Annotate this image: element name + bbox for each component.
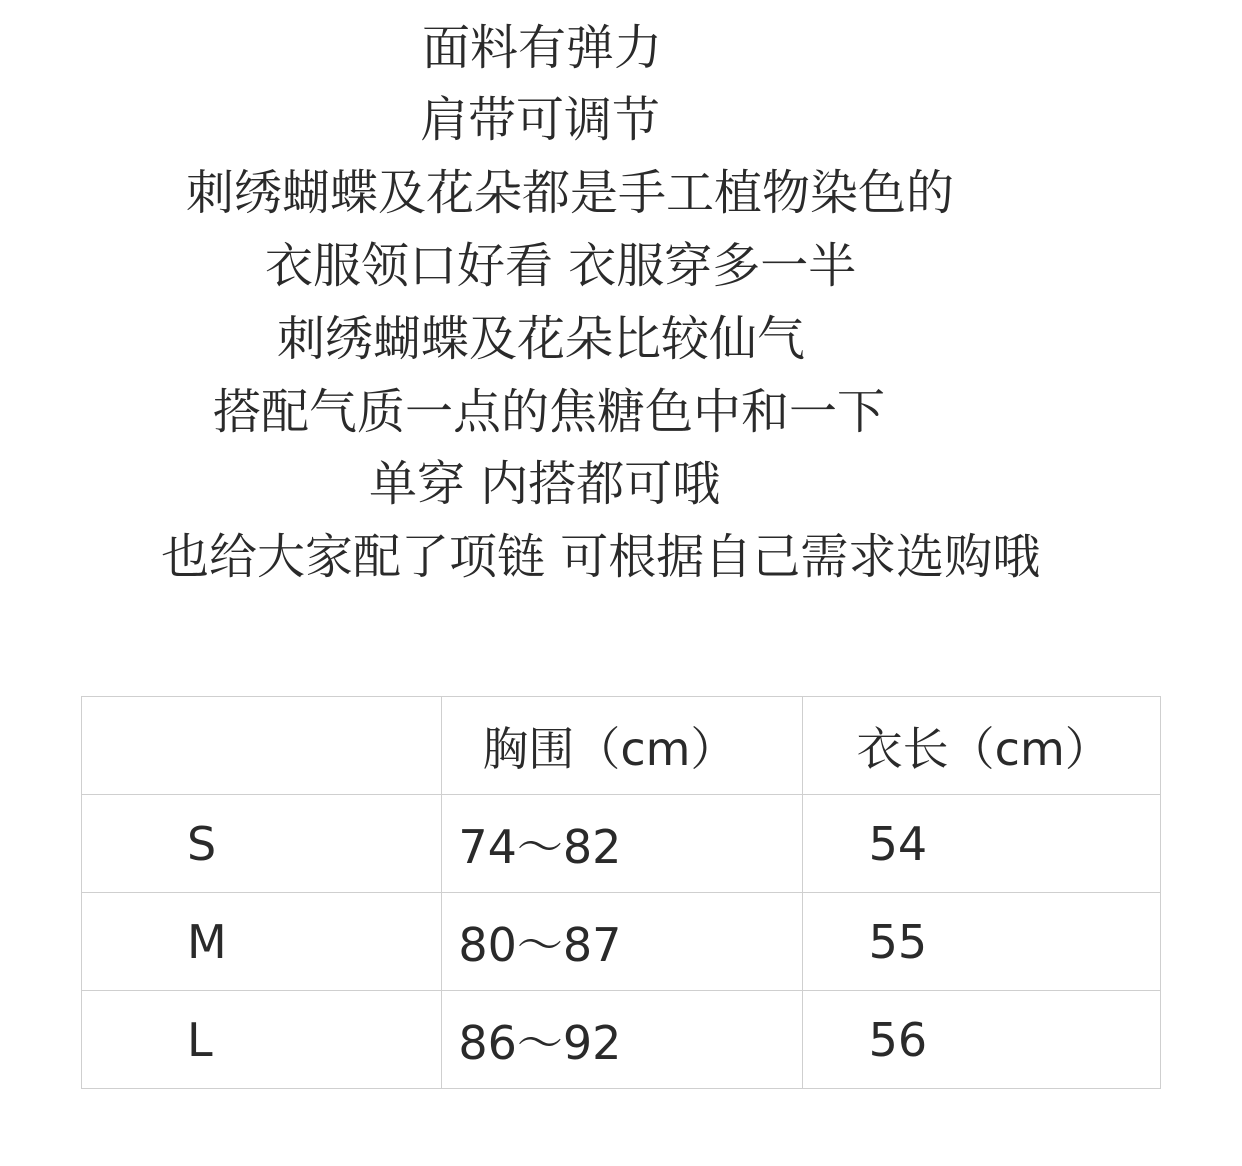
description-line: 肩带可调节 xyxy=(420,92,661,148)
description-line: 搭配气质一点的焦糖色中和一下 xyxy=(213,384,886,440)
size-cell: M xyxy=(82,893,442,991)
size-cell: S xyxy=(82,795,442,893)
bust-cell: 74～82 xyxy=(442,795,802,893)
bust-cell: 80～87 xyxy=(442,893,802,991)
size-chart-table xyxy=(81,696,1161,1089)
description-line: 刺绣蝴蝶及花朵比较仙气 xyxy=(277,311,806,367)
description-line: 面料有弹力 xyxy=(422,20,663,76)
size-cell: L xyxy=(82,991,442,1089)
description-line: 刺绣蝴蝶及花朵都是手工植物染色的 xyxy=(186,165,955,221)
length-cell: 55 xyxy=(802,893,1160,991)
table-header-row xyxy=(82,697,1161,795)
bust-cell: 86～92 xyxy=(442,991,802,1089)
header-cell-bust: 胸围（cm） xyxy=(442,697,802,795)
table-row xyxy=(82,893,1161,991)
table-row xyxy=(82,795,1161,893)
description-line: 也给大家配了项链 可根据自己需求选购哦 xyxy=(161,529,1041,585)
header-cell-size xyxy=(82,697,442,795)
length-cell: 54 xyxy=(802,795,1160,893)
length-cell: 56 xyxy=(802,991,1160,1089)
description-line: 衣服领口好看 衣服穿多一半 xyxy=(265,238,857,294)
description-line: 单穿 内搭都可哦 xyxy=(369,456,721,512)
header-cell-length: 衣长（cm） xyxy=(802,697,1160,795)
table-row xyxy=(82,991,1161,1089)
